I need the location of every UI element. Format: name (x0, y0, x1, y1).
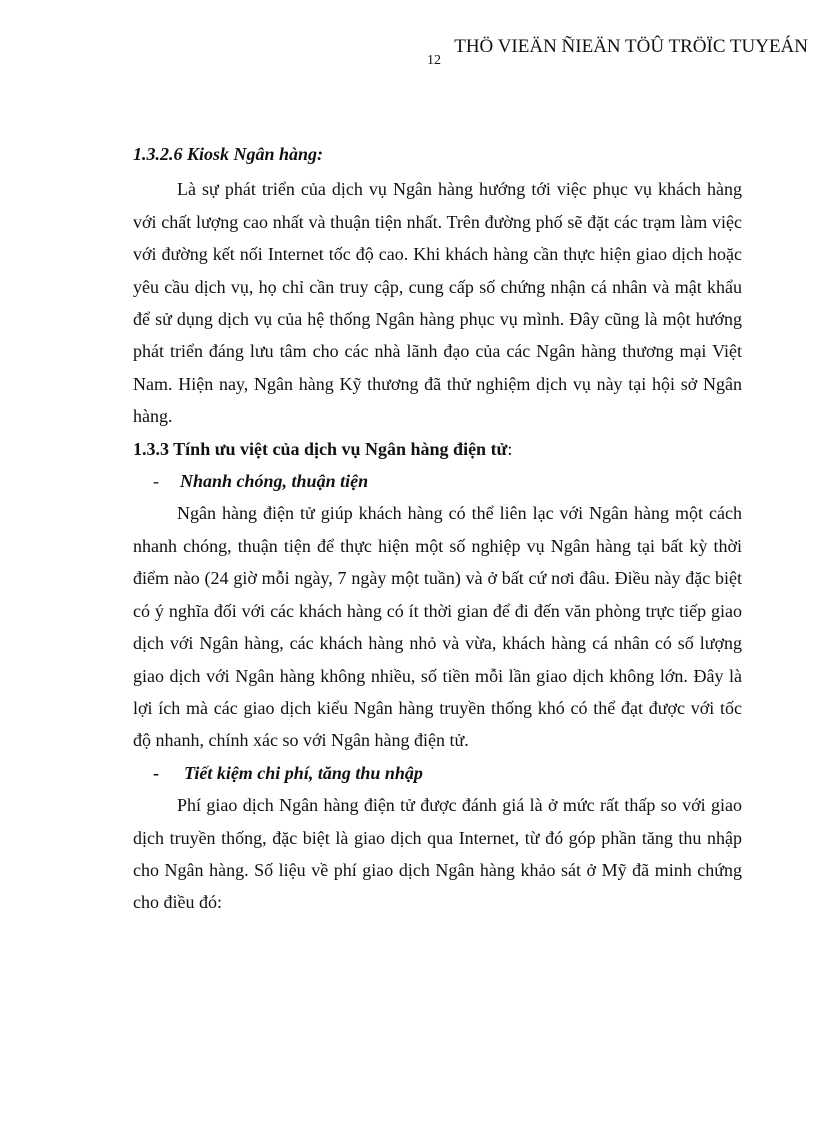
bullet-title-fast: Nhanh chóng, thuận tiện (180, 471, 369, 492)
paragraph-fast: Ngân hàng điện tử giúp khách hàng có thể liên lạc với Ngân hàng một cách nhanh chóng, thuận tiện để thực hiện một số nghiệp vụ Ngân hàng tại bất kỳ thời điểm nào (24 giờ mỗi ngày, 7 ngày một tuần) và ở bất cứ nơi đâu. Điều này đặc biệt có ý nghĩa đối với các khách hàng có ít thời gian để đi đến văn phòng trực tiếp giao dịch với Ngân hàng, các khách hàng nhỏ và vừa, khách hàng cá nhân có số lượng giao dịch với Ngân hàng không nhiều, số tiền mỗi lần giao dịch không lớn. Đây là lợi ích mà các giao dịch kiểu Ngân hàng truyền thống khó có thể đạt được với tốc độ nhanh, chính xác so với Ngân hàng điện tử. (133, 503, 742, 751)
heading-colon: : (507, 438, 513, 459)
bullet-heading-fast (133, 465, 742, 497)
page-number: 12 (427, 53, 441, 68)
section-heading-kiosk: 1.3.2.6 Kiosk Ngân hàng: (133, 144, 324, 164)
section-heading-advantages (133, 433, 742, 465)
bullet-dash: - (153, 762, 159, 783)
section-heading-advantages-text: 1.3.3 Tính ưu việt của dịch vụ Ngân hàng điện tử (133, 438, 508, 459)
bullet-heading-savings (133, 757, 742, 789)
paragraph-savings: Phí giao dịch Ngân hàng điện tử được đánh giá là ở mức rất thấp so với giao dịch truyền thống, đặc biệt là giao dịch qua Internet, từ đó góp phần tăng thu nhập cho Ngân hàng. Số liệu về phí giao dịch Ngân hàng khảo sát ở Mỹ đã minh chứng cho điều đó: (133, 795, 742, 913)
paragraph-kiosk: Là sự phát triển của dịch vụ Ngân hàng hướng tới việc phục vụ khách hàng với chất lượng cao nhất và thuận tiện nhất. Trên đường phố sẽ đặt các trạm làm việc với đường kết nối Internet tốc độ cao. Khi khách hàng cần thực hiện giao dịch hoặc yêu cầu dịch vụ, họ chỉ cần truy cập, cung cấp số chứng nhận cá nhân và mật khẩu để sử dụng dịch vụ của hệ thống Ngân hàng phục vụ mình. Đây cũng là một hướng phát triển đáng lưu tâm cho các nhà lãnh đạo của các Ngân hàng thương mại Việt Nam. Hiện nay, Ngân hàng Kỹ thương đã thử nghiệm dịch vụ này tại hội sở Ngân hàng. (133, 179, 742, 427)
bullet-title-savings: Tiết kiệm chi phí, tăng thu nhập (184, 762, 423, 783)
document-body (133, 138, 742, 919)
bullet-dash: - (153, 471, 159, 492)
library-watermark: THÖ VIEÄN ÑIEÄN TÖÛ TRÖÏC TUYEÁN (454, 36, 808, 57)
